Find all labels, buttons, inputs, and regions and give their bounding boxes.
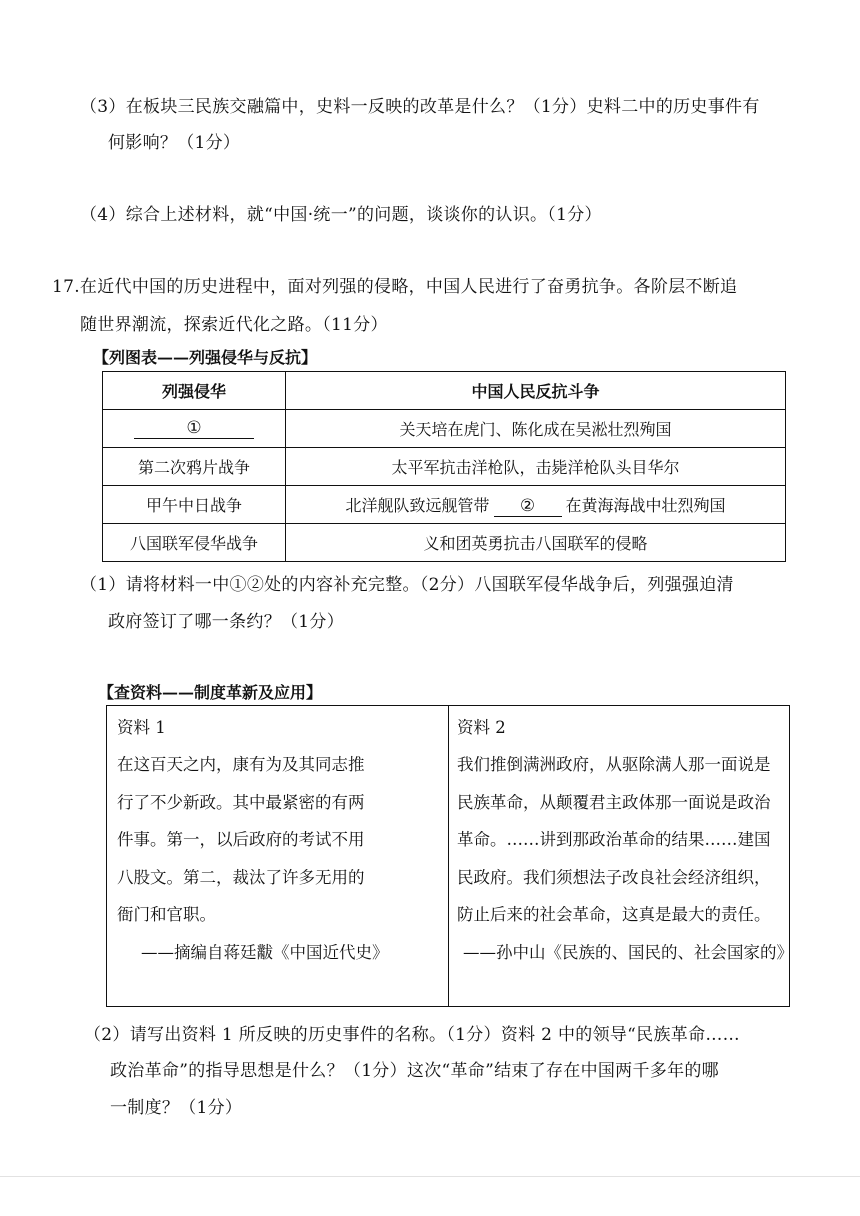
material-2-title: 资料 2 xyxy=(457,718,506,737)
material-1 xyxy=(107,706,448,1006)
material-1-line: 八股文。第二，裁汰了许多无用的 xyxy=(117,867,365,887)
table-cell: 甲午中日战争 xyxy=(103,486,286,524)
question-17-2-line-1: （2）请写出资料 1 所反映的历史事件的名称。（1分）资料 2 中的领导“民族革命…… xyxy=(84,1025,740,1045)
material-2-line: 我们推倒满洲政府，从驱除满人那一面说是 xyxy=(457,755,771,774)
table-heading: 【列图表——列强侵华与反抗】 xyxy=(93,348,318,367)
question-17-stem-line-1: 17.在近代中国的历史进程中，面对列强的侵略，中国人民进行了奋勇抗争。各阶层不断追 xyxy=(52,277,738,297)
table-cell: 八国联军侵华战争 xyxy=(103,524,286,562)
table-cell-text-after: 在黄海海战中壮烈殉国 xyxy=(565,495,726,515)
table-cell: 关天培在虎门、陈化成在吴淞壮烈殉国 xyxy=(286,410,786,448)
table-cell-blank-2 xyxy=(286,486,786,524)
table-cell-text-before: 北洋舰队致远舰管带 xyxy=(345,495,490,515)
question-16-3-line-2: 何影响？（1分） xyxy=(108,133,241,153)
table-header-aggression: 列强侵华 xyxy=(103,372,286,410)
materials-heading: 【查资料——制度革新及应用】 xyxy=(98,683,323,702)
table-row xyxy=(103,486,786,524)
material-2 xyxy=(448,706,793,1006)
table-row xyxy=(103,410,786,448)
table-header-resistance: 中国人民反抗斗争 xyxy=(286,372,786,410)
material-2-line: 革命。……讲到那政治革命的结果……建国 xyxy=(457,830,771,849)
table-cell: 太平军抗击洋枪队，击毙洋枪队头目华尔 xyxy=(286,448,786,486)
material-1-source: ——摘编自蒋廷黻《中国近代史》 xyxy=(141,942,389,962)
question-17-stem-line-2: 随世界潮流，探索近代化之路。（11分） xyxy=(80,315,388,335)
blank-marker-2: ② xyxy=(519,495,536,516)
question-16-4: （4）综合上述材料，就“中国·统一”的问题，谈谈你的认识。（1分） xyxy=(80,205,602,225)
material-2-line: 民族革命，从颠覆君主政体那一面说是政治 xyxy=(457,792,771,812)
question-16-3-line-1: （3）在板块三民族交融篇中，史料一反映的改革是什么？（1分）史料二中的历史事件有 xyxy=(80,97,760,117)
table-row xyxy=(103,524,786,562)
blank-marker-1: ① xyxy=(186,418,202,438)
table-cell: 义和团英勇抗击八国联军的侵略 xyxy=(286,524,786,562)
question-17-2-line-3: 一制度？（1分） xyxy=(110,1098,243,1118)
aggression-resistance-table xyxy=(102,371,786,562)
question-17-1-line-1: （1）请将材料一中①②处的内容补充完整。（2分）八国联军侵华战争后，列强强迫清 xyxy=(80,575,734,595)
page-bottom-rule xyxy=(0,1176,860,1177)
material-1-line: 件事。第一，以后政府的考试不用 xyxy=(117,830,365,849)
table-header-row xyxy=(103,372,786,410)
table-cell-blank-1 xyxy=(103,410,286,448)
material-2-source: ——孙中山《民族的、国民的、社会国家的》 xyxy=(463,942,793,962)
material-2-line: 防止后来的社会革命，这真是最大的责任。 xyxy=(457,905,771,924)
material-1-line: 行了不少新政。其中最紧密的有两 xyxy=(117,792,365,812)
material-2-line: 民政府。我们须想法子改良社会经济组织， xyxy=(457,867,771,887)
material-1-line: 衙门和官职。 xyxy=(117,905,216,924)
question-17-1-line-2: 政府签订了哪一条约？（1分） xyxy=(108,612,345,632)
materials-box xyxy=(106,705,793,1007)
question-17-2-line-2: 政治革命”的指导思想是什么？（1分）这次“革命”结束了存在中国两千多年的哪 xyxy=(110,1061,719,1081)
table-row xyxy=(103,448,786,486)
material-1-line: 在这百天之内，康有为及其同志推 xyxy=(117,755,365,774)
table-cell: 第二次鸦片战争 xyxy=(103,448,286,486)
material-1-title: 资料 1 xyxy=(117,718,166,737)
